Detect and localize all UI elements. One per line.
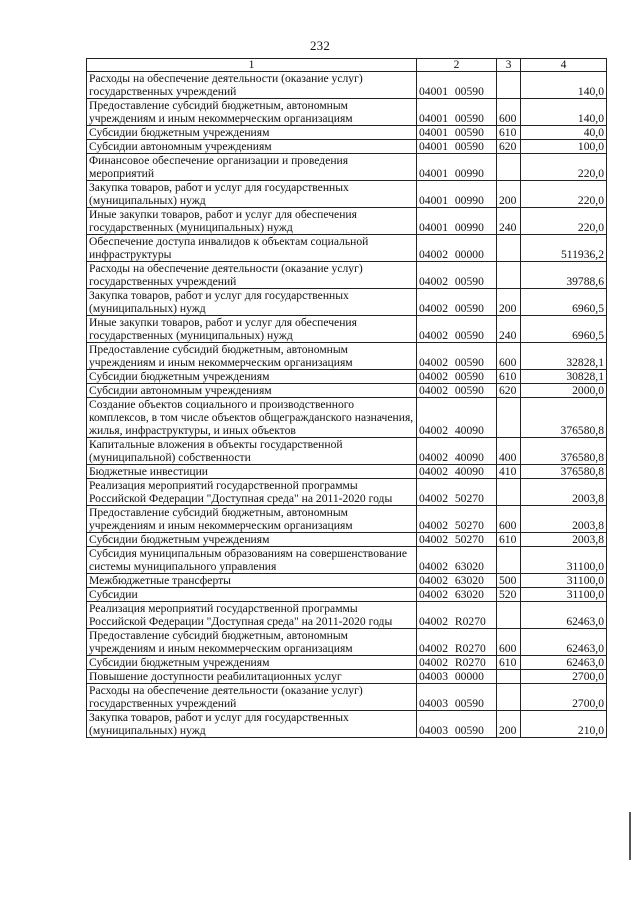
row-name: Расходы на обеспечение деятельности (оказание услуг) государственных учреждений bbox=[87, 684, 417, 711]
row-code: 04002 R0270 bbox=[417, 602, 497, 629]
row-amount: 62463,0 bbox=[521, 602, 607, 629]
row-amount: 31100,0 bbox=[521, 574, 607, 588]
table-row bbox=[87, 438, 607, 465]
row-code: 04002 63020 bbox=[417, 574, 497, 588]
row-name: Финансовое обеспечение организации и проведения мероприятий bbox=[87, 154, 417, 181]
row-expense-type: 240 bbox=[497, 316, 521, 343]
row-code: 04002 00000 bbox=[417, 235, 497, 262]
row-code: 04003 00590 bbox=[417, 711, 497, 738]
table-row bbox=[87, 670, 607, 684]
table-row bbox=[87, 656, 607, 670]
table-row bbox=[87, 72, 607, 99]
row-expense-type: 400 bbox=[497, 438, 521, 465]
row-amount: 39788,6 bbox=[521, 262, 607, 289]
row-name: Субсидии автономным учреждениям bbox=[87, 384, 417, 398]
page-number: 232 bbox=[309, 38, 331, 53]
row-name: Межбюджетные трансферты bbox=[87, 574, 417, 588]
row-expense-type: 600 bbox=[497, 99, 521, 126]
row-amount: 32828,1 bbox=[521, 343, 607, 370]
row-name: Субсидии бюджетным учреждениям bbox=[87, 533, 417, 547]
table-row bbox=[87, 465, 607, 479]
row-expense-type: 610 bbox=[497, 656, 521, 670]
row-name: Субсидии бюджетным учреждениям bbox=[87, 656, 417, 670]
table-row bbox=[87, 181, 607, 208]
row-name: Создание объектов социального и производственного комплексов, в том числе объектов общегражданского назначения, жилья, инфраструктуры, и иных объектов bbox=[87, 398, 417, 438]
row-name: Капитальные вложения в объекты государственной (муниципальной) собственности bbox=[87, 438, 417, 465]
row-amount: 62463,0 bbox=[521, 629, 607, 656]
row-code: 04002 50270 bbox=[417, 506, 497, 533]
row-expense-type: 610 bbox=[497, 126, 521, 140]
row-name: Предоставление субсидий бюджетным, автономным учреждениям и иным некоммерческим организациям bbox=[87, 506, 417, 533]
table-row bbox=[87, 479, 607, 506]
row-code: 04001 00990 bbox=[417, 181, 497, 208]
row-amount: 100,0 bbox=[521, 140, 607, 154]
row-expense-type bbox=[497, 72, 521, 99]
table-row bbox=[87, 384, 607, 398]
row-name: Закупка товаров, работ и услуг для государственных (муниципальных) нужд bbox=[87, 181, 417, 208]
header-col-3: 3 bbox=[497, 59, 521, 72]
row-name: Реализация мероприятий государственной программы Российской Федерации "Доступная среда" на 2011-2020 годы bbox=[87, 602, 417, 629]
row-name: Субсидия муниципальным образованиям на совершенствование системы муниципального управления bbox=[87, 547, 417, 574]
table-row bbox=[87, 370, 607, 384]
row-name: Бюджетные инвестиции bbox=[87, 465, 417, 479]
row-code: 04001 00990 bbox=[417, 154, 497, 181]
table-row bbox=[87, 506, 607, 533]
row-amount: 2700,0 bbox=[521, 684, 607, 711]
table-row bbox=[87, 126, 607, 140]
row-expense-type: 610 bbox=[497, 370, 521, 384]
table-row bbox=[87, 140, 607, 154]
row-name: Закупка товаров, работ и услуг для государственных (муниципальных) нужд bbox=[87, 289, 417, 316]
scan-edge-mark bbox=[629, 812, 631, 860]
row-code: 04002 00590 bbox=[417, 316, 497, 343]
row-code: 04002 00590 bbox=[417, 370, 497, 384]
row-amount: 2003,8 bbox=[521, 533, 607, 547]
row-amount: 210,0 bbox=[521, 711, 607, 738]
budget-table bbox=[86, 58, 607, 738]
row-expense-type: 520 bbox=[497, 588, 521, 602]
table-row bbox=[87, 316, 607, 343]
row-expense-type: 200 bbox=[497, 289, 521, 316]
row-expense-type: 240 bbox=[497, 208, 521, 235]
row-name: Субсидии автономным учреждениям bbox=[87, 140, 417, 154]
table-row bbox=[87, 711, 607, 738]
row-code: 04002 R0270 bbox=[417, 656, 497, 670]
row-code: 04002 00590 bbox=[417, 343, 497, 370]
table-row bbox=[87, 154, 607, 181]
row-amount: 220,0 bbox=[521, 154, 607, 181]
row-amount: 2003,8 bbox=[521, 479, 607, 506]
row-code: 04001 00590 bbox=[417, 99, 497, 126]
row-expense-type bbox=[497, 479, 521, 506]
row-expense-type bbox=[497, 684, 521, 711]
table-body bbox=[87, 59, 607, 738]
row-amount: 62463,0 bbox=[521, 656, 607, 670]
row-amount: 140,0 bbox=[521, 99, 607, 126]
table-row bbox=[87, 208, 607, 235]
row-code: 04002 40090 bbox=[417, 465, 497, 479]
row-name: Иные закупки товаров, работ и услуг для обеспечения государственных (муниципальных) нужд bbox=[87, 208, 417, 235]
table-row bbox=[87, 99, 607, 126]
row-amount: 376580,8 bbox=[521, 438, 607, 465]
row-code: 04002 00590 bbox=[417, 384, 497, 398]
row-code: 04002 63020 bbox=[417, 588, 497, 602]
row-amount: 31100,0 bbox=[521, 588, 607, 602]
table-header-row bbox=[87, 59, 607, 72]
row-amount: 6960,5 bbox=[521, 316, 607, 343]
row-expense-type bbox=[497, 235, 521, 262]
row-amount: 140,0 bbox=[521, 72, 607, 99]
row-code: 04002 50270 bbox=[417, 533, 497, 547]
row-amount: 220,0 bbox=[521, 181, 607, 208]
table-row bbox=[87, 547, 607, 574]
row-amount: 40,0 bbox=[521, 126, 607, 140]
row-amount: 2003,8 bbox=[521, 506, 607, 533]
table-row bbox=[87, 533, 607, 547]
table-row bbox=[87, 343, 607, 370]
row-name: Предоставление субсидий бюджетным, автономным учреждениям и иным некоммерческим организациям bbox=[87, 343, 417, 370]
row-expense-type: 600 bbox=[497, 629, 521, 656]
row-expense-type: 600 bbox=[497, 506, 521, 533]
row-expense-type bbox=[497, 398, 521, 438]
row-expense-type: 620 bbox=[497, 140, 521, 154]
row-amount: 511936,2 bbox=[521, 235, 607, 262]
row-expense-type bbox=[497, 547, 521, 574]
row-expense-type: 410 bbox=[497, 465, 521, 479]
row-amount: 376580,8 bbox=[521, 398, 607, 438]
row-expense-type bbox=[497, 154, 521, 181]
row-name: Реализация мероприятий государственной программы Российской Федерации "Доступная среда" на 2011-2020 годы bbox=[87, 479, 417, 506]
row-name: Субсидии бюджетным учреждениям bbox=[87, 126, 417, 140]
row-expense-type: 600 bbox=[497, 343, 521, 370]
row-name: Закупка товаров, работ и услуг для государственных (муниципальных) нужд bbox=[87, 711, 417, 738]
header-col-1: 1 bbox=[87, 59, 417, 72]
row-expense-type bbox=[497, 602, 521, 629]
row-amount: 6960,5 bbox=[521, 289, 607, 316]
table-row bbox=[87, 629, 607, 656]
row-name: Субсидии бюджетным учреждениям bbox=[87, 370, 417, 384]
table-row bbox=[87, 588, 607, 602]
row-amount: 220,0 bbox=[521, 208, 607, 235]
row-expense-type: 200 bbox=[497, 181, 521, 208]
table-row bbox=[87, 602, 607, 629]
header-col-2: 2 bbox=[417, 59, 497, 72]
row-name: Предоставление субсидий бюджетным, автономным учреждениям и иным некоммерческим организациям bbox=[87, 629, 417, 656]
row-code: 04002 40090 bbox=[417, 398, 497, 438]
row-amount: 30828,1 bbox=[521, 370, 607, 384]
row-code: 04002 R0270 bbox=[417, 629, 497, 656]
row-name: Расходы на обеспечение деятельности (оказание услуг) государственных учреждений bbox=[87, 72, 417, 99]
row-code: 04002 00590 bbox=[417, 262, 497, 289]
row-name: Обеспечение доступа инвалидов к объектам социальной инфраструктуры bbox=[87, 235, 417, 262]
row-code: 04002 50270 bbox=[417, 479, 497, 506]
row-code: 04001 00590 bbox=[417, 140, 497, 154]
row-amount: 2700,0 bbox=[521, 670, 607, 684]
row-code: 04001 00990 bbox=[417, 208, 497, 235]
row-code: 04001 00590 bbox=[417, 126, 497, 140]
row-expense-type bbox=[497, 262, 521, 289]
table-row bbox=[87, 398, 607, 438]
row-amount: 376580,8 bbox=[521, 465, 607, 479]
row-expense-type: 620 bbox=[497, 384, 521, 398]
row-expense-type bbox=[497, 670, 521, 684]
row-name: Предоставление субсидий бюджетным, автономным учреждениям и иным некоммерческим организациям bbox=[87, 99, 417, 126]
header-col-4: 4 bbox=[521, 59, 607, 72]
row-expense-type: 200 bbox=[497, 711, 521, 738]
row-expense-type: 500 bbox=[497, 574, 521, 588]
row-amount: 31100,0 bbox=[521, 547, 607, 574]
row-code: 04003 00590 bbox=[417, 684, 497, 711]
table-row bbox=[87, 574, 607, 588]
table-row bbox=[87, 289, 607, 316]
table-row bbox=[87, 684, 607, 711]
row-name: Иные закупки товаров, работ и услуг для обеспечения государственных (муниципальных) нужд bbox=[87, 316, 417, 343]
row-amount: 2000,0 bbox=[521, 384, 607, 398]
row-name: Субсидии bbox=[87, 588, 417, 602]
row-code: 04002 00590 bbox=[417, 289, 497, 316]
row-code: 04001 00590 bbox=[417, 72, 497, 99]
row-expense-type: 610 bbox=[497, 533, 521, 547]
row-name: Расходы на обеспечение деятельности (оказание услуг) государственных учреждений bbox=[87, 262, 417, 289]
row-code: 04002 63020 bbox=[417, 547, 497, 574]
row-name: Повышение доступности реабилитационных услуг bbox=[87, 670, 417, 684]
table-row bbox=[87, 235, 607, 262]
row-code: 04003 00000 bbox=[417, 670, 497, 684]
row-code: 04002 40090 bbox=[417, 438, 497, 465]
table-row bbox=[87, 262, 607, 289]
